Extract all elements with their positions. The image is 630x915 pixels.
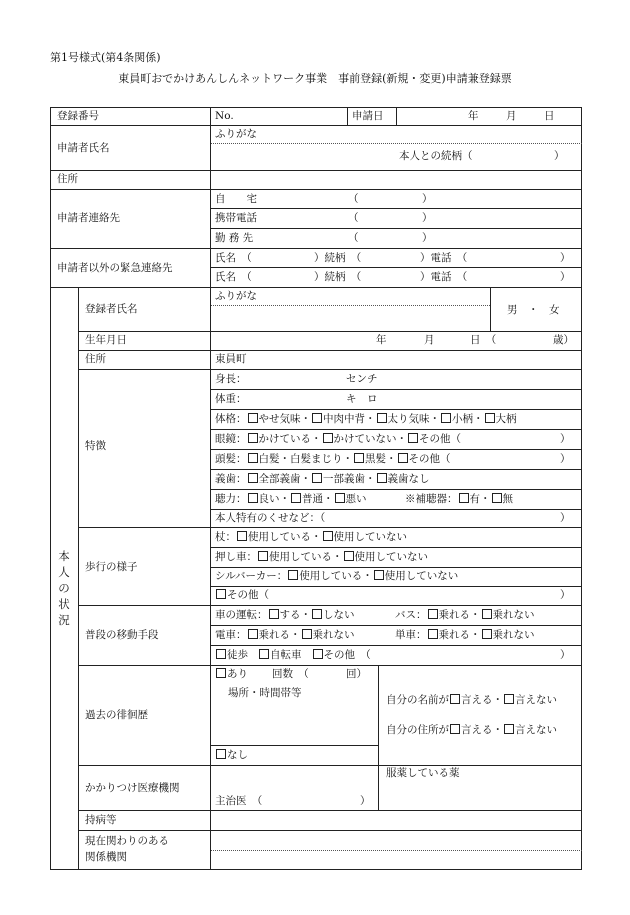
use-option: 使用している・: [248, 531, 322, 543]
build-option: やせ気味・: [258, 413, 311, 425]
checkbox[interactable]: [323, 433, 333, 443]
checkbox[interactable]: [312, 473, 322, 483]
wandering-count-close: 回）: [346, 668, 367, 680]
checkbox[interactable]: [248, 473, 258, 483]
hearing-aid-row: [405, 493, 513, 506]
checkbox[interactable]: [258, 551, 268, 561]
emergency-phone-2[interactable]: ）電話 （: [420, 271, 468, 283]
walking-other: その他（: [227, 589, 269, 601]
row-line: [210, 389, 582, 390]
sex-select[interactable]: 男 ・ 女: [507, 304, 560, 316]
own-address-label: 自分の住所が: [386, 724, 449, 736]
hair-option: その他（: [408, 453, 451, 465]
ride-option: 乗れない: [492, 609, 535, 621]
registration-no-field[interactable]: No.: [215, 110, 234, 122]
wandering-yes-row: [215, 668, 248, 681]
checkbox[interactable]: [504, 694, 514, 704]
close-paren: ）: [554, 150, 565, 162]
bus-row: [395, 609, 535, 622]
checkbox[interactable]: [408, 433, 418, 443]
build-option: 大柄: [495, 413, 517, 425]
checkbox[interactable]: [459, 493, 469, 503]
row-line: [210, 449, 582, 450]
wandering-yes: あり: [227, 668, 248, 680]
hearing-option: 普通・: [302, 493, 334, 505]
emergency-name-1[interactable]: 氏名 （: [215, 252, 252, 264]
say-option: 言える・: [461, 694, 503, 706]
height-unit: センチ: [346, 373, 378, 385]
checkbox[interactable]: [313, 649, 323, 659]
say-option: 言えない: [515, 724, 557, 736]
close-paren: ）: [560, 453, 571, 465]
furigana-divider: [210, 143, 582, 144]
agency-dotted-line: [210, 850, 582, 851]
checkbox[interactable]: [450, 724, 460, 734]
checkbox[interactable]: [216, 589, 226, 599]
build-row: [215, 413, 517, 426]
checkbox[interactable]: [428, 609, 438, 619]
medication-label: 服薬している薬: [386, 767, 460, 779]
birth-year[interactable]: 年: [376, 334, 387, 346]
own-address-row: [386, 724, 557, 737]
checkbox[interactable]: [441, 413, 451, 423]
cane-label: 杖：: [215, 531, 236, 543]
checkbox[interactable]: [248, 493, 258, 503]
section-char: 人: [58, 565, 70, 579]
car-label: 車の運転：: [215, 609, 268, 621]
checkbox[interactable]: [269, 609, 279, 619]
checkbox[interactable]: [323, 531, 333, 541]
denture-option: 義歯なし: [387, 473, 430, 485]
bus-label: バス：: [395, 609, 427, 621]
build-option: 太り気味・: [387, 413, 440, 425]
row-line: [210, 586, 582, 587]
hearing-aid-label: ※補聴器：: [405, 493, 458, 505]
own-name-label: 自分の名前が: [386, 694, 449, 706]
section-char: 状: [58, 597, 70, 611]
row-line: [78, 605, 582, 606]
hair-label: 頭髪：: [215, 453, 247, 465]
ride-option: 乗れる・: [438, 609, 481, 621]
features-label: 特徴: [85, 440, 106, 452]
close-paren: ）: [560, 433, 571, 445]
checkbox[interactable]: [248, 433, 258, 443]
checkbox[interactable]: [259, 649, 269, 659]
open-paren: （: [348, 212, 359, 224]
place-time-label: 場所・時間帯等: [228, 687, 302, 699]
row-line: [78, 665, 582, 666]
row-line: [78, 830, 582, 831]
checkbox[interactable]: [504, 724, 514, 734]
checkbox[interactable]: [377, 473, 387, 483]
walking-other-row: [215, 589, 269, 602]
checkbox[interactable]: [492, 493, 502, 503]
motorbike-row: [395, 629, 535, 642]
emergency-relation-1[interactable]: ）続柄 （: [314, 252, 362, 264]
row-line: [210, 567, 582, 568]
glasses-option: かけている・: [258, 433, 322, 445]
car-option: する・: [279, 609, 311, 621]
birth-date-label: 生年月日: [85, 334, 127, 346]
checkbox[interactable]: [485, 413, 495, 423]
hearing-option: 悪い: [345, 493, 367, 505]
checkbox[interactable]: [377, 413, 387, 423]
form-number: 第1号様式(第4条関係): [50, 51, 161, 64]
train-row: [215, 629, 355, 642]
agencies-label-line2: 関係機関: [85, 851, 127, 863]
checkbox[interactable]: [216, 668, 226, 678]
section-char: の: [58, 581, 70, 595]
birth-month[interactable]: 月: [424, 334, 435, 346]
glasses-label: 眼鏡：: [215, 433, 247, 445]
applicant-furigana[interactable]: ふりがな: [215, 128, 257, 140]
row-line: [78, 369, 582, 370]
row-line: [210, 469, 582, 470]
checkbox[interactable]: [354, 453, 364, 463]
glasses-option: その他（: [419, 433, 461, 445]
checkbox[interactable]: [216, 649, 226, 659]
checkbox[interactable]: [288, 570, 298, 580]
agencies-label-line1: 現在関わりのある: [85, 835, 169, 847]
emergency-name-2[interactable]: 氏名 （: [215, 271, 252, 283]
registration-number-label: 登録番号: [57, 110, 99, 122]
row-line: [78, 331, 582, 332]
row-line: [210, 409, 582, 410]
row-line: [50, 170, 582, 171]
checkbox[interactable]: [248, 413, 258, 423]
open-paren: （: [348, 232, 359, 244]
row-line: [210, 645, 582, 646]
hearing-label: 聴力：: [215, 493, 247, 505]
reg-no-divider: [347, 107, 348, 125]
row-line: [78, 350, 582, 351]
person-section-title: [57, 548, 71, 628]
close-paren: ）: [360, 795, 371, 807]
hearing-option: 良い・: [258, 493, 290, 505]
checkbox[interactable]: [344, 551, 354, 561]
weight-unit: キ ロ: [346, 393, 378, 405]
say-option: 言える・: [461, 724, 503, 736]
registration-form: [50, 107, 582, 870]
mobile-phone-label: 携帯電話: [215, 212, 257, 224]
medical-institution-label: かかりつけ医療機関: [85, 782, 180, 794]
hearing-row: [215, 493, 367, 506]
glasses-row: [215, 433, 461, 446]
checkbox[interactable]: [482, 629, 492, 639]
denture-row: [215, 473, 430, 486]
row-line: [210, 745, 378, 746]
border-top: [50, 107, 582, 108]
border-left: [50, 107, 51, 870]
application-date-label: 申請日: [352, 110, 384, 122]
wandering-label: 過去の徘徊歴: [85, 709, 148, 721]
silver-car-label: シルバーカー：: [215, 570, 288, 582]
checkbox[interactable]: [248, 453, 258, 463]
build-option: 中肉中背・: [323, 413, 376, 425]
ride-option: 乗れる・: [258, 629, 301, 641]
row-line: [50, 125, 582, 126]
row-line: [78, 765, 582, 766]
own-name-row: [386, 694, 557, 707]
walk-option: 徒歩: [227, 649, 248, 661]
illness-label: 持病等: [85, 814, 117, 826]
motorbike-label: 単車：: [395, 629, 427, 641]
apply-day[interactable]: 日: [544, 110, 555, 122]
ride-option: 乗れる・: [438, 629, 481, 641]
registrant-furigana[interactable]: ふりがな: [215, 290, 257, 302]
build-option: 小柄・: [452, 413, 484, 425]
denture-label: 義歯：: [215, 473, 247, 485]
checkbox[interactable]: [248, 629, 258, 639]
row-line: [50, 248, 582, 249]
row-line: [210, 509, 582, 510]
ride-option: 乗れない: [312, 629, 355, 641]
close-paren: ）: [560, 252, 571, 264]
push-cart-label: 押し車：: [215, 551, 257, 563]
row-line: [210, 228, 582, 229]
close-paren: ）: [560, 649, 571, 661]
wandering-count[interactable]: 回数 （: [272, 668, 309, 680]
border-bottom: [50, 869, 582, 870]
car-option: しない: [323, 609, 355, 621]
row-line: [50, 287, 582, 288]
car-row: [215, 609, 355, 622]
glasses-option: かけていない・: [333, 433, 407, 445]
sex-divider: [490, 287, 491, 331]
checkbox[interactable]: [398, 453, 408, 463]
checkbox[interactable]: [450, 694, 460, 704]
section-divider: [78, 287, 79, 869]
row-line: [210, 489, 582, 490]
row-line: [210, 547, 582, 548]
person-address-label: 住所: [85, 353, 106, 365]
applicant-address-label: 住所: [57, 173, 78, 185]
use-option: 使用していない: [354, 551, 428, 563]
label-divider: [210, 107, 211, 287]
say-option: 言えない: [515, 694, 557, 706]
hair-row: [215, 453, 451, 466]
checkbox[interactable]: [312, 413, 322, 423]
use-option: 使用していない: [384, 570, 459, 582]
row-line: [78, 527, 582, 528]
age-field[interactable]: 歳）: [553, 334, 574, 346]
denture-option: 全部義歯・: [258, 473, 311, 485]
applicant-relation[interactable]: 本人との続柄（: [399, 150, 473, 162]
checkbox[interactable]: [216, 749, 226, 759]
close-paren: ）: [422, 232, 433, 244]
row-line: [210, 267, 582, 268]
emergency-phone-1[interactable]: ）電話 （: [420, 252, 468, 264]
row-line: [210, 625, 582, 626]
close-paren: ）: [422, 212, 433, 224]
furigana-divider: [210, 305, 490, 306]
wandering-no: なし: [227, 749, 248, 761]
build-label: 体格：: [215, 413, 247, 425]
section-char: 況: [58, 613, 70, 627]
checkbox[interactable]: [428, 629, 438, 639]
checkbox[interactable]: [482, 609, 492, 619]
transport-label: 普段の移動手段: [85, 629, 159, 641]
row-line: [210, 429, 582, 430]
use-option: 使用していない: [333, 531, 407, 543]
row-line: [210, 208, 582, 209]
medical-divider: [378, 765, 379, 810]
person-address-value[interactable]: 東員町: [215, 353, 247, 365]
cane-row: [215, 531, 407, 544]
doctor-field[interactable]: 主治医 （: [215, 795, 263, 807]
hearing-aid-option: 有・: [469, 493, 491, 505]
wandering-no-row: [215, 749, 248, 762]
row-line: [50, 189, 582, 190]
apply-date-divider: [396, 107, 397, 125]
form-title: 東員町おでかけあんしんネットワーク事業 事前登録(新規・変更)申請兼登録票: [118, 72, 512, 85]
emergency-relation-2[interactable]: ）続柄 （: [314, 271, 362, 283]
use-option: 使用している・: [269, 551, 343, 563]
checkbox[interactable]: [312, 609, 322, 619]
hair-option: 白髪・白髪まじり・: [258, 453, 353, 465]
close-paren: ）: [422, 193, 433, 205]
hearing-aid-option: 無: [502, 493, 513, 505]
bicycle-option: 自転車: [270, 649, 302, 661]
apply-year[interactable]: 年: [468, 110, 479, 122]
label-divider: [210, 287, 211, 869]
silver-car-row: [215, 570, 458, 583]
checkbox[interactable]: [335, 493, 345, 503]
train-label: 電車：: [215, 629, 247, 641]
wandering-divider: [378, 665, 379, 765]
applicant-name-label: 申請者氏名: [57, 142, 110, 154]
checkbox[interactable]: [237, 531, 247, 541]
walking-label: 歩行の様子: [85, 561, 138, 573]
checkbox[interactable]: [374, 570, 384, 580]
row-line: [78, 810, 582, 811]
close-paren: ）: [560, 589, 571, 601]
checkbox[interactable]: [302, 629, 312, 639]
weight-label: 体重：: [215, 393, 247, 405]
registrant-name-label: 登録者氏名: [85, 303, 138, 315]
open-paren: （: [348, 193, 359, 205]
denture-option: 一部義歯・: [323, 473, 376, 485]
apply-month[interactable]: 月: [506, 110, 517, 122]
work-phone-label: 勤 務 先: [215, 232, 254, 244]
push-cart-row: [215, 551, 428, 564]
transport-other: その他 （: [323, 649, 371, 661]
birth-day[interactable]: 日 （: [470, 334, 497, 346]
ride-option: 乗れない: [492, 629, 535, 641]
close-paren: ）: [560, 512, 571, 524]
close-paren: ）: [560, 271, 571, 283]
checkbox[interactable]: [291, 493, 301, 503]
habits-field[interactable]: 本人特有のくせなど：（: [215, 512, 326, 524]
section-char: 本: [58, 549, 70, 563]
transport-other-row: [215, 649, 371, 662]
emergency-contact-label: 申請者以外の緊急連絡先: [57, 262, 173, 274]
home-phone-label: 自 宅: [215, 193, 257, 205]
applicant-contact-label: 申請者連絡先: [57, 212, 120, 224]
use-option: 使用している・: [299, 570, 373, 582]
hair-option: 黒髪・: [365, 453, 397, 465]
height-label: 身長：: [215, 373, 247, 385]
